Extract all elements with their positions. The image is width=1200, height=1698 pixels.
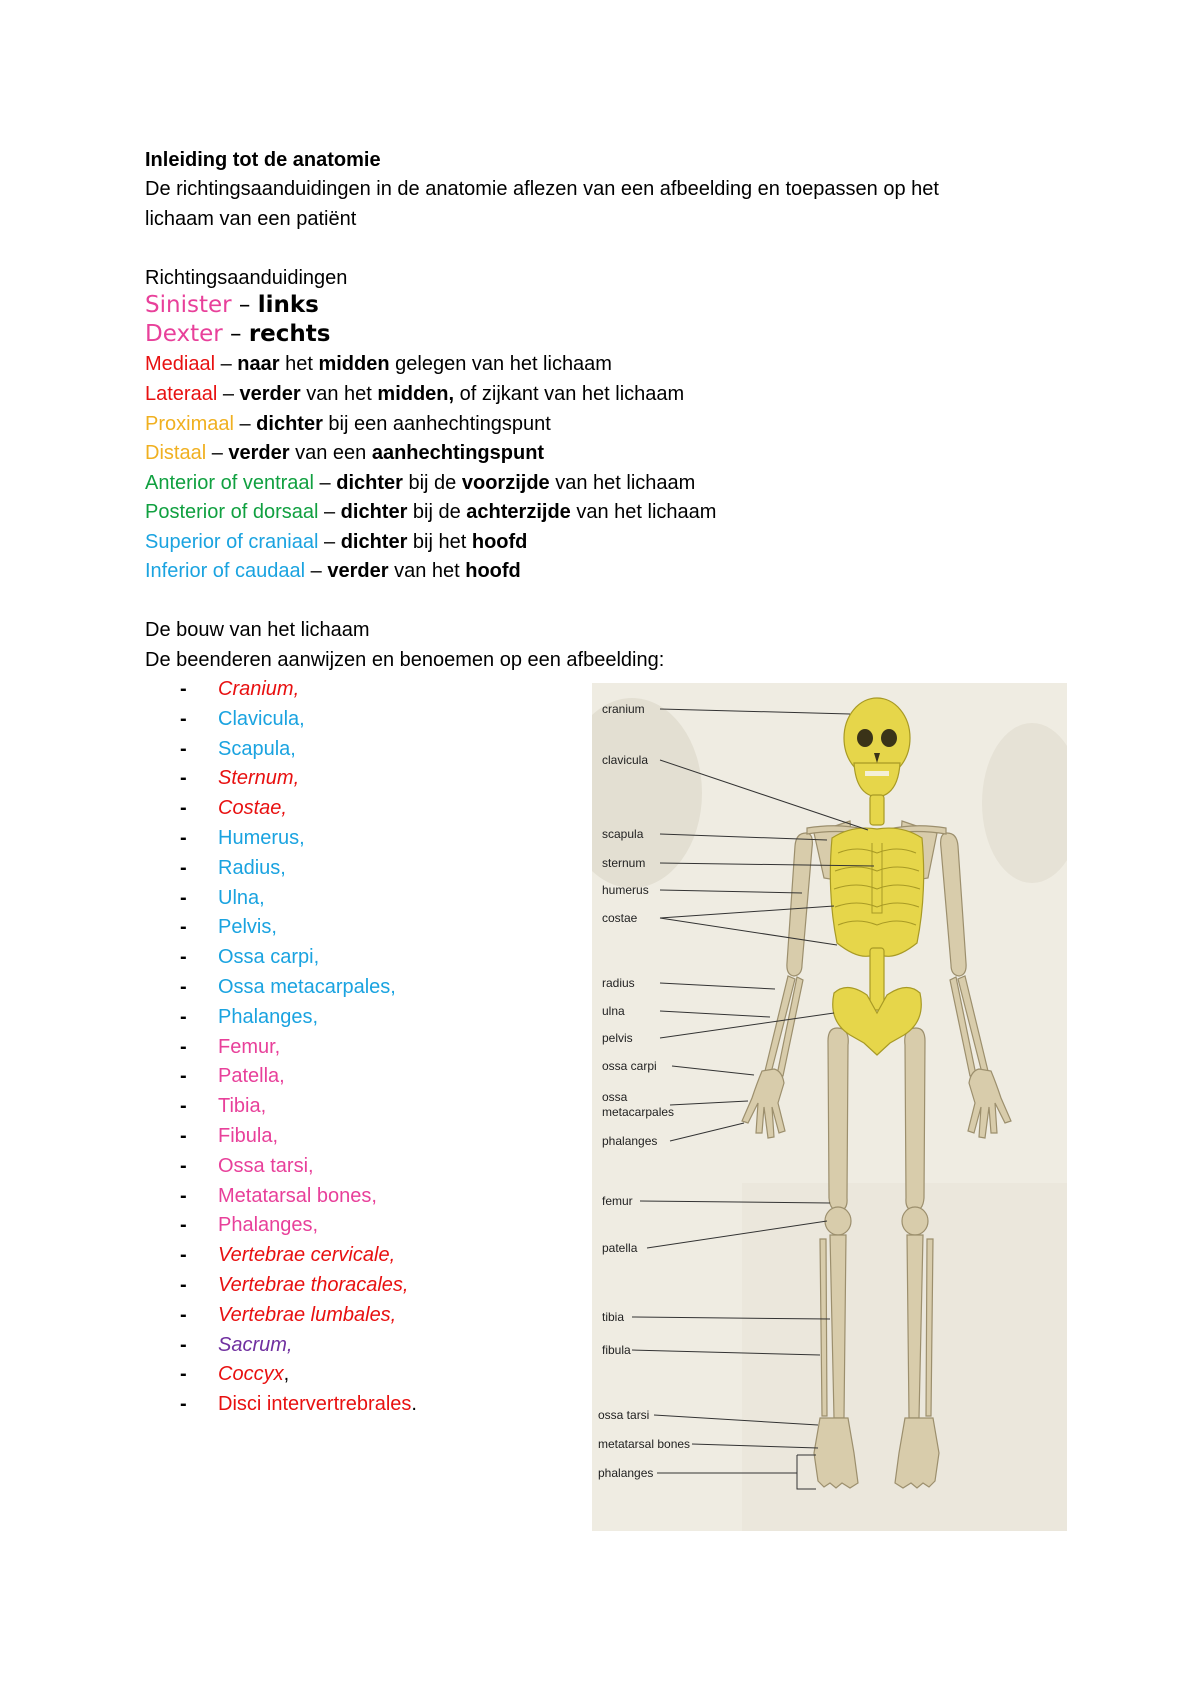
- bone-name: Femur,: [218, 1035, 281, 1058]
- bone-name: Ossa carpi,: [218, 946, 320, 969]
- bone-name: Ossa tarsi,: [218, 1154, 314, 1177]
- list-dash: -: [180, 737, 187, 760]
- eye-socket: [881, 729, 897, 747]
- label-metacarpales: metacarpales: [602, 1105, 675, 1119]
- direction-emphasis: midden,: [377, 383, 455, 405]
- bone-name: Sternum,: [218, 767, 300, 790]
- label-phalanges-foot: phalanges: [598, 1466, 654, 1480]
- list-dash: -: [180, 1184, 187, 1207]
- vertebrae-lumbar: [870, 948, 884, 1010]
- direction-separator: –: [215, 353, 238, 375]
- label-tibia: tibia: [602, 1310, 625, 1324]
- direction-emphasis: hoofd: [471, 531, 528, 553]
- direction-distaal: [145, 439, 544, 467]
- label-scapula: scapula: [602, 827, 644, 841]
- label-costae: costae: [602, 911, 638, 925]
- list-dash: -: [180, 1393, 187, 1416]
- bone-name-wrap: [218, 1360, 289, 1388]
- label-radius: radius: [602, 976, 635, 990]
- direction-emphasis: naar: [237, 353, 280, 375]
- direction-emphasis: verder: [327, 560, 389, 582]
- direction-sinister: [145, 291, 319, 319]
- list-dash: -: [180, 1363, 187, 1386]
- bone-name: Coccyx: [218, 1363, 284, 1386]
- bone-name: Disci intervertrebrales: [218, 1393, 412, 1416]
- build-subheading: De beenderen aanwijzen en benoemen op een afbeelding:: [145, 649, 665, 671]
- list-dash: -: [180, 1154, 187, 1177]
- vertebrae-cervical: [870, 795, 884, 825]
- direction-term: Distaal: [145, 442, 207, 464]
- list-dash: -: [180, 1333, 187, 1356]
- direction-posterior: [145, 498, 716, 526]
- direction-text: of zijkant van het lichaam: [454, 383, 685, 405]
- list-dash: -: [180, 797, 187, 820]
- eye-socket: [857, 729, 873, 747]
- direction-superior: [145, 528, 527, 556]
- direction-text: van een: [289, 442, 372, 464]
- label-femur: femur: [602, 1194, 633, 1208]
- direction-emphasis: verder: [239, 383, 301, 405]
- direction-definition: links: [257, 292, 319, 318]
- bone-name: Patella,: [218, 1065, 285, 1088]
- bone-name: Tibia,: [218, 1095, 267, 1118]
- list-dash: -: [180, 886, 187, 909]
- list-dash: -: [180, 1065, 187, 1088]
- label-fibula: fibula: [602, 1343, 631, 1357]
- label-ossa-tarsi: ossa tarsi: [598, 1408, 650, 1422]
- bone-name: Scapula,: [218, 737, 296, 760]
- direction-term: Dexter: [145, 321, 223, 347]
- intro-line-2: lichaam van een patiënt: [145, 208, 357, 230]
- direction-separator: –: [318, 531, 341, 553]
- direction-text: bij een aanhechtingspunt: [322, 413, 551, 435]
- list-dash: -: [180, 856, 187, 879]
- direction-mediaal: [145, 350, 612, 378]
- direction-emphasis: verder: [228, 442, 290, 464]
- direction-emphasis: voorzijde: [461, 472, 550, 494]
- list-dash: -: [180, 707, 187, 730]
- intro-line-1: De richtingsaanduidingen in de anatomie aflezen van een afbeelding en toepassen op het: [145, 178, 939, 200]
- label-patella: patella: [602, 1241, 638, 1255]
- list-dash: -: [180, 1244, 187, 1267]
- direction-text: bij de: [402, 472, 462, 494]
- rib-cage: [830, 828, 923, 956]
- direction-proximaal: [145, 410, 551, 438]
- bone-name: Fibula,: [218, 1124, 279, 1147]
- direction-separator: –: [222, 321, 249, 347]
- list-dash: -: [180, 767, 187, 790]
- direction-emphasis: hoofd: [465, 560, 521, 582]
- bone-name: Vertebrae thoracales,: [218, 1273, 409, 1296]
- bone-name: Humerus,: [218, 826, 305, 849]
- direction-term: Superior of craniaal: [145, 531, 319, 553]
- direction-term: Sinister: [145, 292, 232, 318]
- direction-text: bij de: [407, 501, 467, 523]
- direction-text: van het: [300, 383, 378, 405]
- label-cranium: cranium: [602, 702, 645, 716]
- direction-anterior: [145, 469, 695, 497]
- bone-name: Radius,: [218, 856, 286, 879]
- bone-name: Phalanges,: [218, 1005, 319, 1028]
- direction-separator: –: [318, 501, 341, 523]
- direction-text: gelegen van het lichaam: [389, 353, 612, 375]
- bone-name: Sacrum,: [218, 1333, 293, 1356]
- label-ossa: ossa: [602, 1090, 628, 1104]
- femur-left: [905, 1028, 925, 1211]
- direction-separator: –: [217, 383, 240, 405]
- direction-emphasis: dichter: [336, 472, 403, 494]
- bone-name: Clavicula,: [218, 707, 305, 730]
- direction-separator: –: [313, 472, 337, 494]
- bone-name-wrap: [218, 1390, 417, 1418]
- bone-name: Metatarsal bones,: [218, 1184, 377, 1207]
- direction-text: het: [279, 353, 319, 375]
- list-dash: -: [180, 975, 187, 998]
- label-humerus: humerus: [602, 883, 649, 897]
- bone-name: Cranium,: [218, 678, 300, 700]
- list-dash: -: [180, 678, 187, 700]
- label-sternum: sternum: [602, 856, 646, 870]
- direction-emphasis: dichter: [340, 531, 408, 553]
- list-dash: -: [180, 1005, 187, 1028]
- label-phalanges-hand: phalanges: [602, 1134, 658, 1148]
- list-dash: -: [180, 826, 187, 849]
- direction-inferior: [145, 557, 521, 585]
- skeleton-figure: [592, 683, 1067, 1531]
- direction-term: Lateraal: [145, 383, 218, 405]
- bone-name: Vertebrae lumbales,: [218, 1303, 397, 1326]
- label-clavicula: clavicula: [602, 753, 649, 767]
- direction-dexter: [145, 320, 330, 348]
- direction-separator: –: [231, 292, 258, 318]
- direction-emphasis: midden: [318, 353, 390, 375]
- direction-lateraal: [145, 380, 684, 408]
- teeth: [865, 771, 889, 776]
- direction-emphasis: dichter: [340, 501, 408, 523]
- direction-text: van het lichaam: [549, 472, 696, 494]
- list-dash: -: [180, 1095, 187, 1118]
- bone-name: Ossa metacarpales,: [218, 975, 396, 998]
- direction-separator: –: [305, 560, 328, 582]
- direction-emphasis: dichter: [256, 413, 323, 435]
- direction-emphasis: achterzijde: [466, 501, 571, 523]
- label-metatarsal-bones: metatarsal bones: [598, 1437, 691, 1451]
- femur-right: [828, 1028, 848, 1211]
- list-dash: -: [180, 946, 187, 969]
- list-dash: -: [180, 1303, 187, 1326]
- label-ulna: ulna: [602, 1004, 625, 1018]
- patella-right: [825, 1207, 851, 1235]
- direction-text: bij het: [407, 531, 472, 553]
- direction-separator: –: [233, 413, 257, 435]
- build-heading: De bouw van het lichaam: [145, 619, 370, 641]
- direction-separator: –: [206, 442, 229, 464]
- bone-name: Pelvis,: [218, 916, 277, 939]
- direction-text: van het lichaam: [570, 501, 717, 523]
- bone-name: Ulna,: [218, 886, 265, 909]
- document-title: Inleiding tot de anatomie: [145, 149, 381, 171]
- direction-definition: rechts: [248, 321, 331, 347]
- direction-term: Inferior of caudaal: [145, 560, 306, 582]
- list-dash: -: [180, 1273, 187, 1296]
- bone-name: Vertebrae cervicale,: [218, 1244, 396, 1267]
- bone-name: Phalanges,: [218, 1214, 319, 1237]
- bone-name: Costae,: [218, 797, 287, 820]
- direction-term: Posterior of dorsaal: [145, 501, 319, 523]
- skeleton-illustration: [592, 683, 1067, 1531]
- list-dash: -: [180, 1214, 187, 1237]
- label-pelvis: pelvis: [602, 1031, 633, 1045]
- patella-left: [902, 1207, 928, 1235]
- list-dash: -: [180, 916, 187, 939]
- direction-text: van het: [388, 560, 466, 582]
- direction-term: Proximaal: [145, 413, 234, 435]
- bone-punctuation: .: [411, 1393, 417, 1416]
- bone-punctuation: ,: [283, 1363, 290, 1386]
- directions-heading: Richtingsaanduidingen: [145, 267, 348, 289]
- list-dash: -: [180, 1035, 187, 1058]
- direction-term: Mediaal: [145, 353, 216, 375]
- label-ossa-carpi: ossa carpi: [602, 1059, 657, 1073]
- direction-emphasis: aanhechtingspunt: [371, 442, 545, 464]
- list-dash: -: [180, 1124, 187, 1147]
- direction-term: Anterior of ventraal: [145, 472, 314, 494]
